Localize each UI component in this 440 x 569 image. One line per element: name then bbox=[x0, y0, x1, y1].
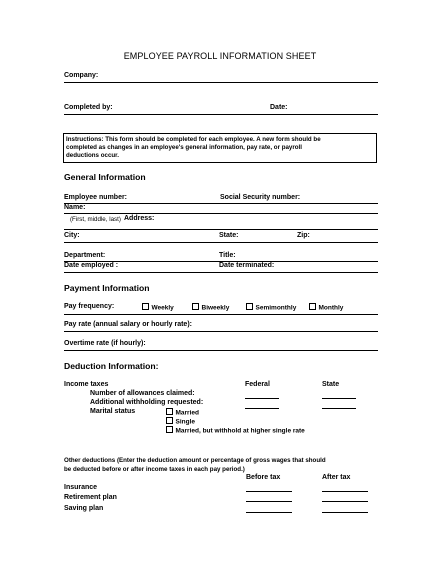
income-taxes-label: Income taxes bbox=[64, 381, 109, 388]
allowances-state-blank[interactable] bbox=[322, 398, 356, 399]
additional-label: Additional withholding requested: bbox=[90, 399, 204, 406]
allowances-label: Number of allowances claimed: bbox=[90, 390, 195, 397]
married-label: Married bbox=[175, 409, 199, 417]
biweekly-label: Biweekly bbox=[201, 304, 230, 312]
insurance-before-blank[interactable] bbox=[246, 491, 292, 492]
title-label: Title: bbox=[219, 252, 236, 259]
checkbox-icon bbox=[166, 417, 173, 424]
saving-after-blank[interactable] bbox=[322, 512, 368, 513]
married-higher-rate-checkbox[interactable] bbox=[166, 426, 305, 435]
date-employed-label: Date employed : bbox=[64, 262, 119, 269]
semimonthly-label: Semimonthly bbox=[255, 304, 297, 312]
marital-status-label: Marital status bbox=[90, 408, 136, 415]
monthly-label: Monthly bbox=[318, 304, 344, 312]
city-line bbox=[64, 242, 378, 243]
employee-number-line bbox=[64, 203, 378, 204]
retirement-plan-label: Retirement plan bbox=[64, 494, 117, 501]
state-header: State bbox=[322, 381, 340, 388]
overtime-rate-line bbox=[64, 350, 378, 351]
weekly-label: Weekly bbox=[151, 304, 174, 312]
married-higher-rate-label: Married, but withhold at higher single rate bbox=[175, 427, 305, 435]
married-checkbox[interactable] bbox=[166, 408, 199, 417]
company-line bbox=[64, 82, 378, 83]
single-label: Single bbox=[175, 418, 196, 426]
ssn-label: Social Security number: bbox=[220, 194, 301, 201]
department-label: Department: bbox=[64, 252, 106, 259]
allowances-federal-blank[interactable] bbox=[245, 398, 279, 399]
weekly-checkbox[interactable] bbox=[142, 303, 174, 312]
additional-federal-blank[interactable] bbox=[245, 408, 279, 409]
single-checkbox[interactable] bbox=[166, 417, 195, 426]
insurance-after-blank[interactable] bbox=[322, 491, 368, 492]
date-terminated-label: Date terminated: bbox=[219, 262, 275, 269]
checkbox-icon bbox=[309, 303, 316, 310]
checkbox-icon bbox=[166, 408, 173, 415]
monthly-checkbox[interactable] bbox=[309, 303, 343, 312]
other-deductions-line-2: be deducted before or after income taxes in each pay period.) bbox=[64, 466, 245, 473]
overtime-rate-label: Overtime rate (if hourly): bbox=[64, 340, 146, 347]
address-line bbox=[64, 229, 378, 230]
before-tax-header: Before tax bbox=[246, 474, 281, 481]
name-line bbox=[64, 213, 378, 214]
other-deductions-line-1: Other deductions (Enter the deduction amount or percentage of gross wages that should bbox=[64, 457, 326, 464]
checkbox-icon bbox=[166, 426, 173, 433]
zip-label: Zip: bbox=[297, 232, 310, 239]
date-employed-line bbox=[64, 272, 378, 273]
pay-frequency-line bbox=[64, 314, 378, 315]
completed-by-line bbox=[64, 114, 378, 115]
deduction-heading: Deduction Information: bbox=[64, 361, 159, 371]
instructions-box bbox=[63, 133, 377, 163]
pay-rate-label: Pay rate (annual salary or hourly rate): bbox=[64, 321, 192, 328]
retirement-after-blank[interactable] bbox=[322, 501, 368, 502]
saving-before-blank[interactable] bbox=[246, 512, 292, 513]
checkbox-icon bbox=[142, 303, 149, 310]
pay-frequency-label: Pay frequency: bbox=[64, 303, 115, 310]
retirement-before-blank[interactable] bbox=[246, 501, 292, 502]
company-label: Company: bbox=[64, 72, 99, 79]
checkbox-icon bbox=[246, 303, 253, 310]
page-title: EMPLOYEE PAYROLL INFORMATION SHEET bbox=[123, 51, 317, 61]
city-label: City: bbox=[64, 232, 80, 239]
employee-number-label: Employee number: bbox=[64, 194, 128, 201]
date-label: Date: bbox=[270, 104, 288, 111]
pay-rate-line bbox=[64, 331, 378, 332]
state-label: State: bbox=[219, 232, 239, 239]
checkbox-icon bbox=[192, 303, 199, 310]
semimonthly-checkbox[interactable] bbox=[246, 303, 296, 312]
name-hint: (First, middle, last) bbox=[70, 216, 121, 223]
completed-by-label: Completed by: bbox=[64, 104, 113, 111]
after-tax-header: After tax bbox=[322, 474, 351, 481]
instructions-line-2: completed as changes in an employee's general information, pay rate, or payroll bbox=[66, 143, 302, 151]
additional-state-blank[interactable] bbox=[322, 408, 356, 409]
saving-plan-label: Saving plan bbox=[64, 505, 104, 512]
federal-header: Federal bbox=[245, 381, 270, 388]
biweekly-checkbox[interactable] bbox=[192, 303, 229, 312]
address-label: Address: bbox=[124, 215, 155, 222]
name-label: Name: bbox=[64, 204, 86, 211]
instructions-line-1: Instructions: This form should be completed for each employee. A new form should be bbox=[66, 135, 321, 143]
insurance-label: Insurance bbox=[64, 484, 98, 491]
payment-heading: Payment Information bbox=[64, 283, 150, 293]
general-heading: General Information bbox=[64, 172, 146, 182]
instructions-line-3: deductions occur. bbox=[66, 152, 119, 160]
